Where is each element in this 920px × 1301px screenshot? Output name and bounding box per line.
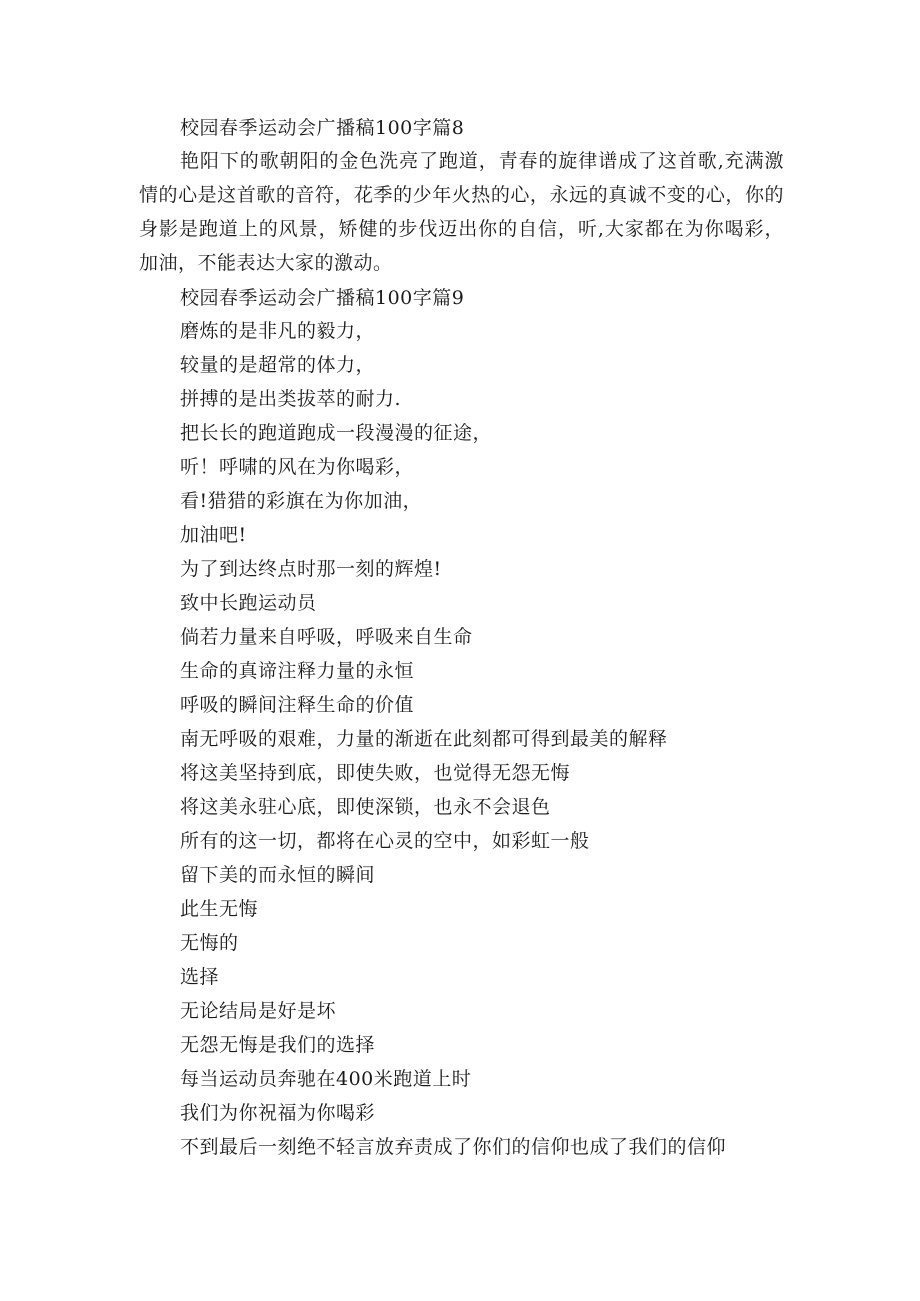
text-line: 生命的真谛注释力量的永恒 [180, 660, 415, 682]
text-line: 较量的是超常的体力， [180, 354, 376, 376]
text-line: 将这美永驻心底，即使深锁，也永不会退色 [180, 796, 551, 818]
text-line: 不到最后一刻绝不轻言放弃责成了你们的信仰也成了我们的信仰 [180, 1136, 727, 1158]
text-line: 呼吸的瞬间注释生命的价值 [180, 694, 415, 716]
text-line: 南无呼吸的艰难，力量的渐逝在此刻都可得到最美的解释 [180, 728, 668, 750]
text-line: 拼搏的是出类拔萃的耐力. [180, 388, 402, 410]
text-line: 为了到达终点时那一刻的辉煌! [180, 558, 442, 580]
text-line: 无论结局是好是坏 [180, 1000, 337, 1022]
text-line: 所有的这一切，都将在心灵的空中，如彩虹一般 [180, 830, 590, 852]
text-line: 此生无悔 [180, 898, 259, 920]
text-line: 我们为你祝福为你喝彩 [180, 1102, 376, 1124]
text-line: 将这美坚持到底，即使失败，也觉得无怨无悔 [180, 762, 571, 784]
section-heading-8: 校园春季运动会广播稿100字篇8 [180, 117, 465, 139]
paragraph-8: 艳阳下的歌朝阳的金色洗亮了跑道，青春的旋律谱成了这首歌,充满激情的心是这首歌的音符，花季的少年火热的心，永远的真诚不变的心，你的身影是跑道上的风景，矫健的步伐迈出你的自信，听,大家都在为你喝彩，加油，不能表达大家的激动。 [139, 150, 784, 274]
text-line: 听！呼啸的风在为你喝彩， [180, 456, 415, 478]
text-line: 看!猎猎的彩旗在为你加油， [180, 490, 423, 512]
text-line: 倘若力量来自呼吸，呼吸来自生命 [180, 626, 473, 648]
text-line: 把长长的跑道跑成一段漫漫的征途， [180, 422, 493, 444]
text-line: 无悔的 [180, 932, 239, 954]
text-line: 磨炼的是非凡的毅力， [180, 320, 376, 342]
text-line: 选择 [180, 966, 220, 988]
text-line: 每当运动员奔驰在400米跑道上时 [180, 1068, 472, 1090]
text-line: 加油吧! [180, 524, 247, 546]
text-line: 无怨无悔是我们的选择 [180, 1034, 376, 1056]
text-line: 致中长跑运动员 [180, 592, 317, 614]
text-line: 留下美的而永恒的瞬间 [180, 864, 376, 886]
section-heading-9: 校园春季运动会广播稿100字篇9 [180, 287, 465, 309]
